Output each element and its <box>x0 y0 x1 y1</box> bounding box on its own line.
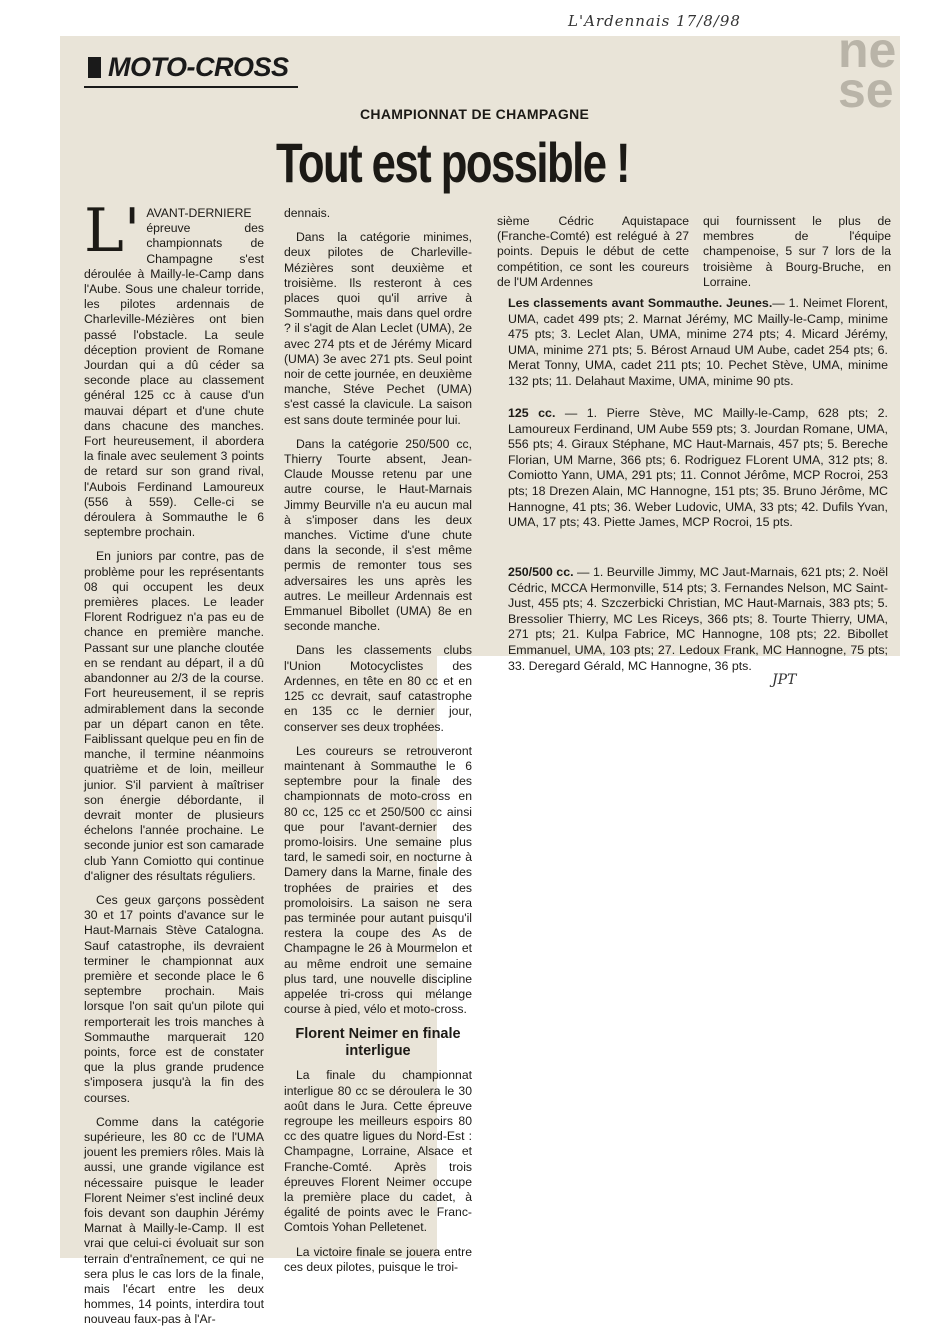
clipping-cutout <box>437 656 900 1258</box>
section-rubric: MOTO-CROSS <box>88 52 289 83</box>
article-subheading: Florent Neimer en finale interligue <box>295 1026 461 1060</box>
paragraph: Dans les classements clubs l'Union Motocyclistes des Ardennes, en tête en 80 cc et en 125 cc devrait, sauf catastrophe en 135 cc le dernier jour, conserver ses deux trophées. <box>284 643 472 734</box>
paragraph: Dans la catégorie minimes, deux pilotes de Charleville-Mézières sont deuxième et troisième. Ils resteront à ces places quoi qu'il arrive à Sommauthe, mais dans quel ordre ? il s'agit de Alan Leclet (UMA), 2e avec 274 pts et de Jérémy Micard (UMA) 3e avec 271 pts. Seul point noir de cette journée, en deuxième manche, Stéve Pechet (UMA) s'est cassé la clavicule. La saison est sans doute terminée pour lui. <box>284 230 472 427</box>
paragraph: Dans la catégorie 250/500 cc, Thierry Tourte absent, Jean-Claude Mousse retenu par une autre course, le Haut-Marnais Jimmy Beurville n'a eu aucun mal à s'imposer dans les deux manches. Victime d'une chute dans la seconde, il s'est même permis de remonter tous ses adversaires les uns après les autres. Le meilleur Ardennais est Emmanuel Bibollet (UMA) 8e en seconde manche. <box>284 436 472 634</box>
paragraph: En juniors par contre, pas de problème pour les représentants 08 qui occupent les deux premières places. Le leader Florent Rodriguez n'a pas eu de chance en première manche. Passant sur une planche cloutée en se rendant au départ, il a dû abandonner au 2/3 de la course. Fort heureusement, il se repris admirablement dans la seconde par un départ canon en tête. Faiblissant quelque peu en fin de manche, il termine néanmoins quatrième et de loin, meilleur junior. S'il parvient à maîtriser son énergie débordante, il devrait monter de plusieurs échelons l'année prochaine. Le seconde junior est son camarade club Yann Comiotto qui continue d'aligner des résultats réguliers. <box>84 549 264 883</box>
paragraph: La finale du championnat interligue 80 cc se déroulera le 30 août dans le Jura. Cette épreuve regroupe les meilleurs espoirs 80 cc des quatre ligues du Nord-Est : Champagne, Lorraine, Alsace et Franche-Comté. Après trois épreuves Florent Neimer occupe la première place du cadet, à égalité de points avec le Franc-Comtois Yohan Pelletenet. <box>284 1068 472 1235</box>
paragraph: Les coureurs se retrouveront maintenant à Sommauthe le 6 septembre pour la finale des championnats de moto-cross en 80 cc, 125 cc et 250/500 cc ainsi que pour l'avant-dernier des promo-loisirs. Une semaine plus tard, le samedi soir, en nocturne à Damery dans la Marne, finale des trophées de prairies et des promoloisirs. La saison ne sera pas terminée pour autant puisqu'il restera la coupe des As de Champagne le 26 à Mourmelon et au même endroit une semaine plus tard, une nouvelle discipline appelée tri-cross qui mélange course à pied, vélo et moto-cross. <box>284 743 472 1017</box>
paragraph: La victoire finale se jouera entre ces deux pilotes, puisque le troi- <box>284 1244 472 1274</box>
article-headline: Tout est possible ! <box>276 131 629 194</box>
results-125cc <box>508 406 888 531</box>
rubric-underline <box>84 86 298 88</box>
article-column-4 <box>703 214 891 289</box>
article-kicker: CHAMPIONNAT DE CHAMPAGNE <box>360 106 590 122</box>
rubric-square-icon <box>88 57 101 78</box>
results-jeunes <box>508 296 888 390</box>
paragraph: dennais. <box>284 206 331 220</box>
results-text: — 1. Beurville Jimmy, MC Jaut-Marnais, 621 pts; 2. Noël Cédric, MCCA Hermonville, 514 pts; 3. Fernandes Nelson, MC Saint-Just, 455 pts; 4. Szczerbicki Christian, MC Haut-Marnais, 383 pts; 5. Bressolier Thierry, MC Les Riceys, 366 pts; 8. Tourte Thierry, UMA, 271 pts; 21. Kulpa Fabrice, MC Hannogne, 108 pts; 22. Bibollet Emmanuel, UMA, 103 pts; 27. Ledoux Frank, MC Hannogne, 75 pts; 33. Deregard Gérald, MC Hannogne, 36 pts. <box>508 565 888 673</box>
paragraph: Comme dans la catégorie supérieure, les 80 cc de l'UMA jouent les premiers rôles. Mais là aussi, une grande vigilance est nécessaire puisque le leader Florent Neimer s'est incliné deux fois devant son dauphin Jérémy Marnat à Mailly-le-Camp. Il est vrai que celui-ci évoluait sur son terrain d'entraînement, ce qui ne sera plus le cas lors de la finale, mais l'écart entre les deux hommes, 14 points, interdira tout nouveau faux-pas à l'Ar- <box>84 1114 264 1327</box>
author-signature: JPT <box>772 672 797 688</box>
paragraph: L' AVANT-DERNIERE épreuve des championnats de Champagne s'est déroulée à Mailly-le-Camp dans l'Aube. Sous une chaleur torride, les pilotes ardennais de Charleville-Mézières ont bien passé l'obstacle. La seule déception provient de Romane Jourdan qui a dû céder sa seconde place au classement général 125 cc à cause d'un mauvai départ et d'une chute dans chacune des manches. Fort heureusement, il abordera la finale avec seulement 3 points de retard sur son grand rival, l'Aubois Ferdinand Lamoureux (556 à 559). Celle-ci se déroulera à Sommauthe le 6 septembre prochain. <box>84 196 264 540</box>
article-column-1 <box>84 196 264 1327</box>
results-lead: 125 cc. <box>508 406 556 420</box>
paragraph: qui fournissent le plus de membres de l'équipe champenoise, 5 sur 7 lors de la troisième à Bourg-Bruche, en Lorraine. <box>703 214 891 289</box>
results-text: — 1. Neimet Florent, UMA, cadet 499 pts; 2. Marnat Jérémy, MC Mailly-le-Camp, minime 475 pts; 3. Leclet Alan, UMA, minime 274 pts; 4. Micard Jérémy, UMA, minime 271 pts; 5. Bérost Arnaud UM Aube, cadet 254 pts; 6. Merat Tonny, UMA, cadet 211 pts; 10. Pechet Stève, UMA, minime 132 pts; 11. Delahaut Maxime, UMA, minime 90 pts. <box>508 296 888 388</box>
paragraph: sième Cédric Aquistapace (Franche-Comté) est relégué à 27 points. Depuis le début de cette compétition, ce sont les coureurs de l'UM Ardennes <box>497 214 689 289</box>
handwritten-source-date: L'Ardennais 17/8/98 <box>568 12 741 30</box>
article-column-3 <box>497 214 689 289</box>
results-lead: Les classements avant Sommauthe. Jeunes. <box>508 296 773 310</box>
results-lead: 250/500 cc. <box>508 565 574 579</box>
paragraph: Ces geux garçons possèdent 30 et 17 points d'avance sur le Haut-Marnais Stève Catalogna. Sauf catastrophe, ils devraient terminer le championnat aux première et seconde place le 6 septembre prochain. Mais lorsque l'on sait qu'un pilote qui remporterait les trois manches à Sommauthe marquerait 120 points, force est de constater que la plus grande prudence s'imposera jusqu'à la fin des courses. <box>84 892 264 1105</box>
results-text: — 1. Pierre Stève, MC Mailly-le-Camp, 628 pts; 2. Lamoureux Ferdinand, UM Aube 559 pts; 3. Jourdan Romane, UMA, 556 pts; 4. Giraux Stéphane, MC Haut-Marnais, 457 pts; 5. Bereche Florian, UM Marne, 366 pts; 6. Rodriguez FLorent UMA, 312 pts; 8. Comiotto Yann, UMA, 291 pts; 11. Connot Jérôme, MCP Rocroi, 253 pts; 18 Drezen Alain, MC Hannogne, 151 pts; 35. Bruno Jérôme, MC Hannogne, 41 pts; 36. Weber Ludovic, UMA, 33 pts; 42. Dufils Yvan, UMA, 17 pts; 43. Piette James, MCP Rocroi, 15 pts. <box>508 406 889 530</box>
article-column-2 <box>284 206 472 1274</box>
drop-cap: L' <box>84 196 141 266</box>
bleed-through-text: ne se <box>838 22 897 118</box>
results-250-500cc <box>508 565 888 674</box>
